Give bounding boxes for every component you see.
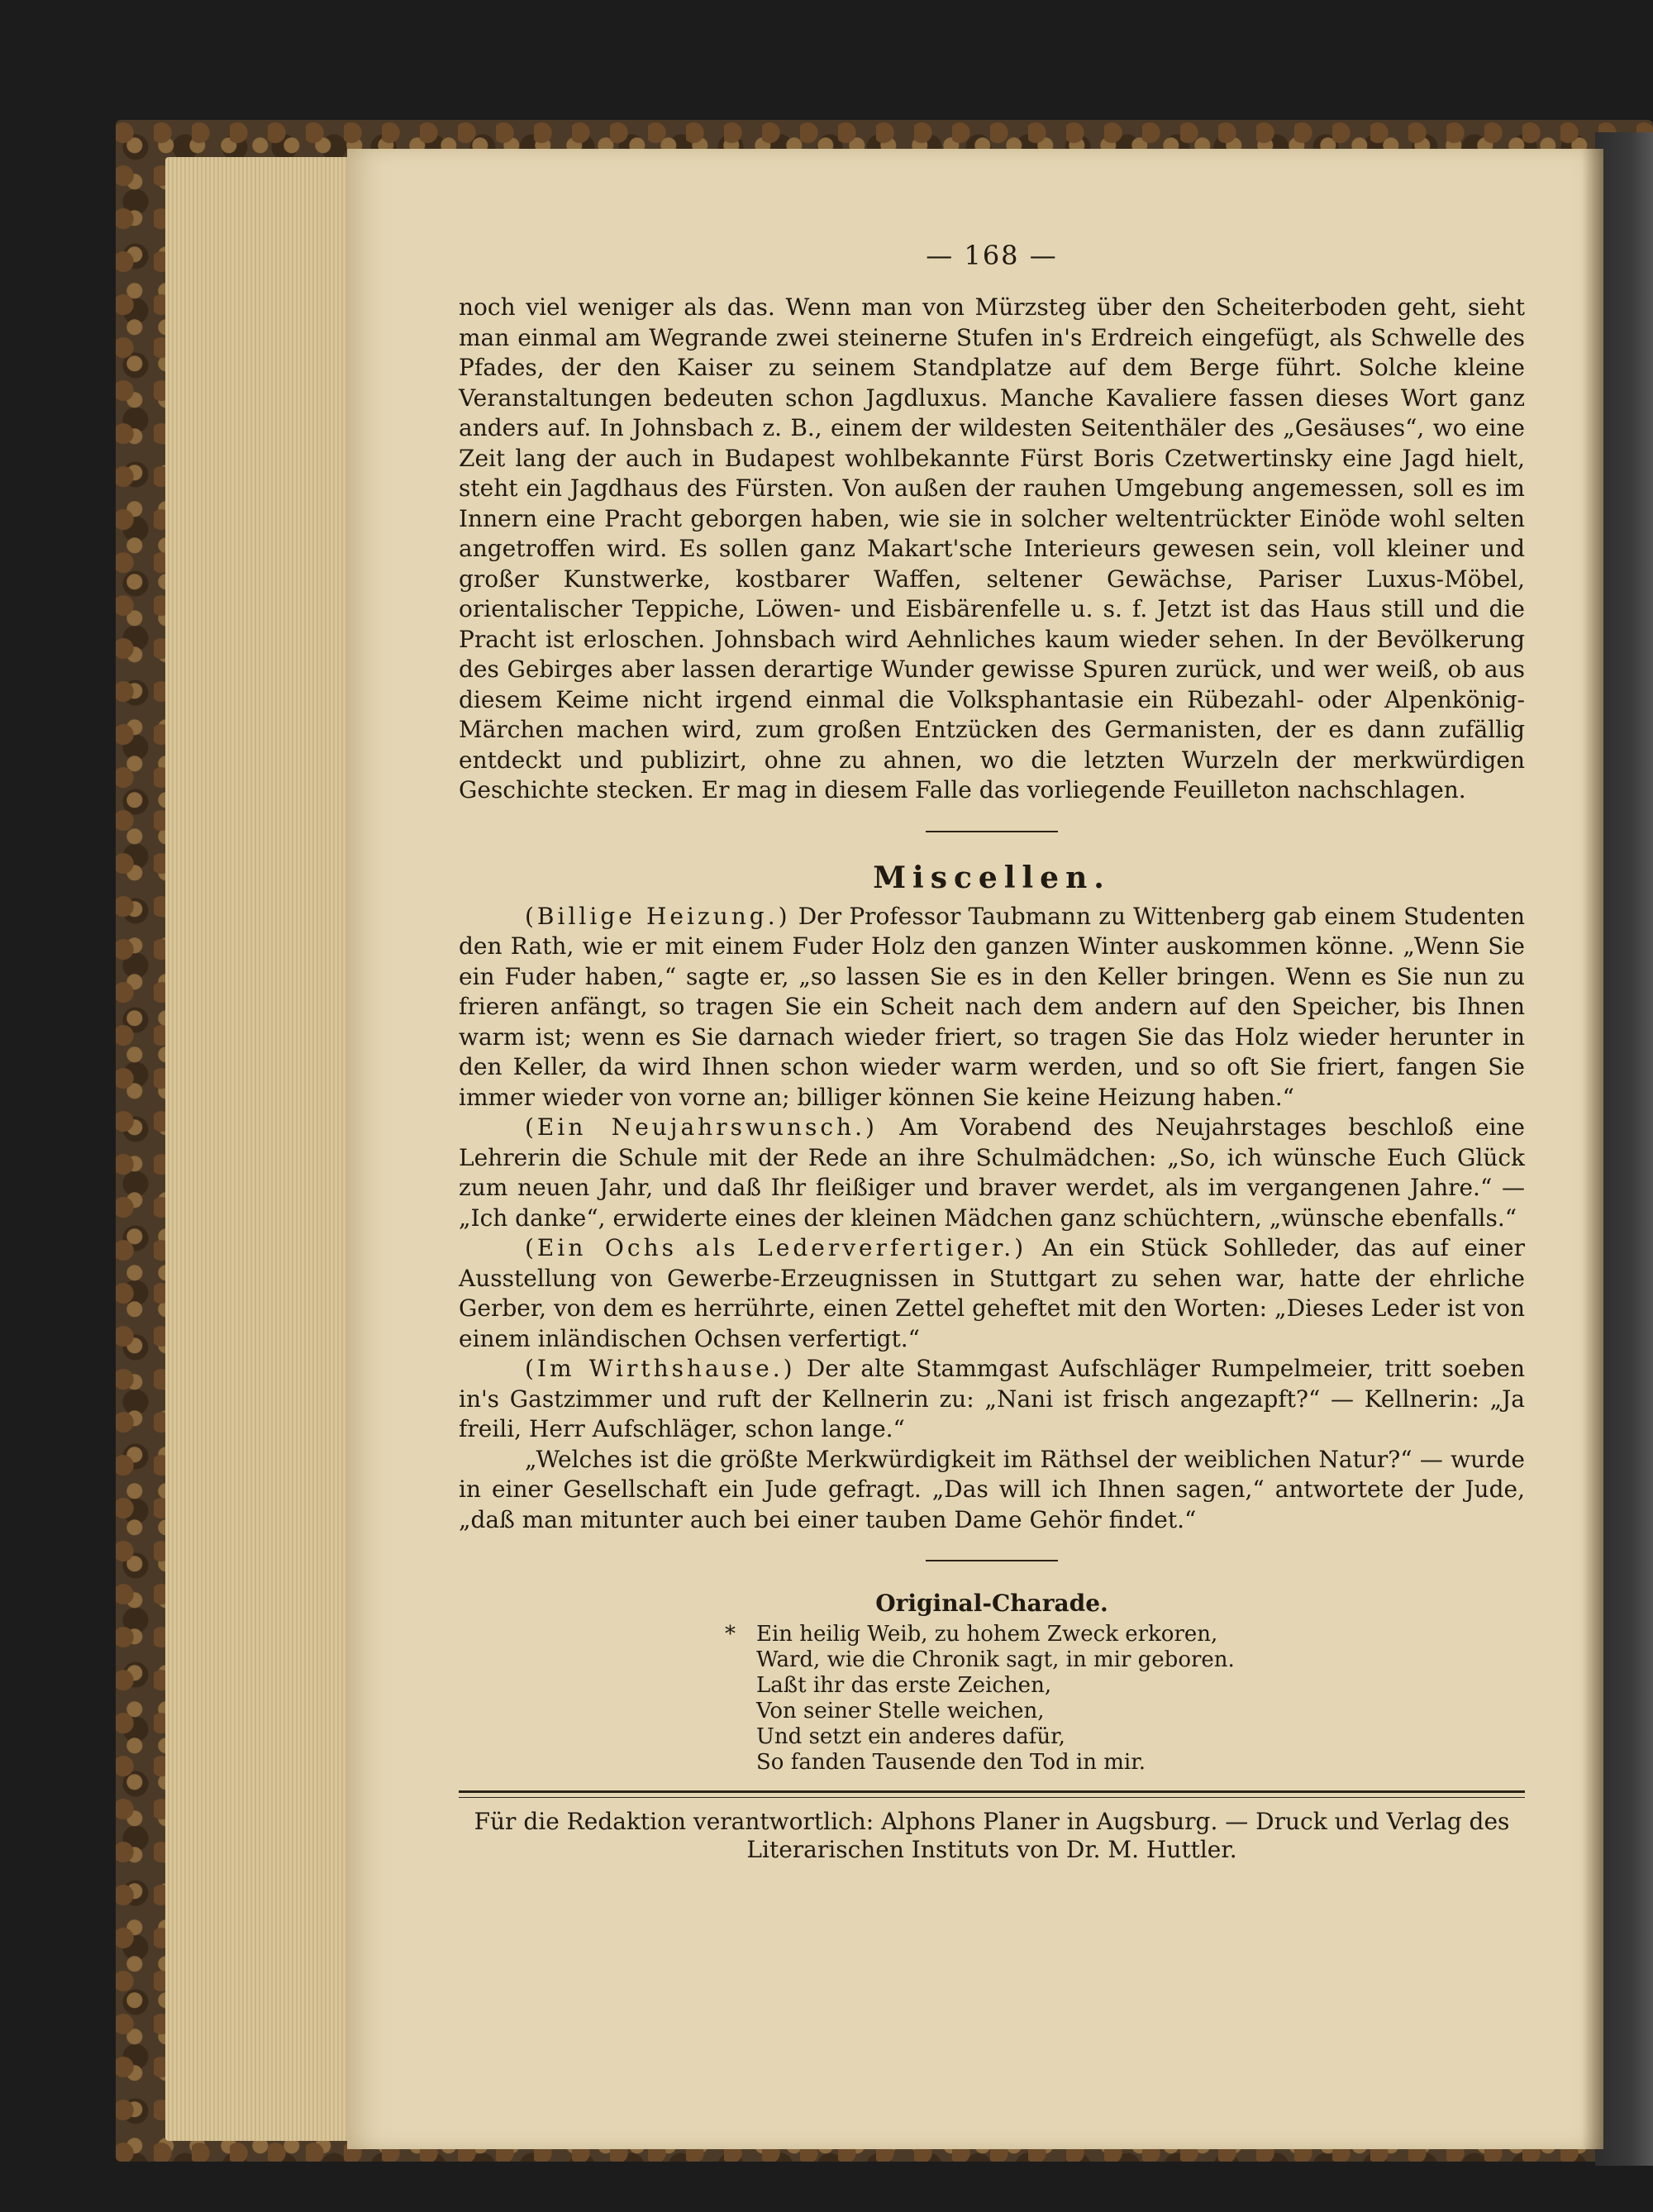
page-block-edge — [165, 157, 364, 2141]
charade-title: Original-Charade. — [875, 1590, 1108, 1617]
misc-item-heading: (Ein Ochs als Lederverfertiger.) — [525, 1234, 1027, 1261]
section-divider — [926, 831, 1058, 832]
poem-line: Laßt ihr das erste Zeichen, — [756, 1673, 1052, 1698]
misc-item-heading: (Ein Neujahrswunsch.) — [525, 1113, 878, 1141]
page-gutter — [1582, 149, 1603, 2149]
misc-item — [459, 1233, 1525, 1354]
misc-item-text: Der Professor Taubmann zu Wittenberg gab einem Studenten den Rath, wie er mit einem Fuder Holz den ganzen Winter auskommen könne. „Wenn Sie ein Fuder haben,“ sagte er, „so lassen Sie es in den Keller bringen. Wenn es Sie nun zu frieren anfängt, so tragen Sie ein Scheit nach dem andern auf den Speicher, bis Ihnen warm ist; wenn es Sie darnach wieder friert, so tragen Sie das Holz wieder herunter in den Keller, da wird Ihnen schon wieder warm werden, und so oft Sie friert, fangen Sie immer wieder von vorne an; billiger können Sie keine Heizung haben.“ — [459, 902, 1525, 1111]
poem-line: Ward, wie die Chronik sagt, in mir geboren. — [756, 1647, 1235, 1672]
misc-item — [459, 902, 1525, 1113]
footnote-marker: * — [725, 1622, 736, 1647]
imprint-line: Literarischen Instituts von Dr. M. Huttler. — [746, 1836, 1237, 1863]
page-number: — 168 — — [926, 240, 1058, 271]
misc-item-heading: (Billige Heizung.) — [525, 902, 791, 930]
section-title: Miscellen. — [873, 860, 1111, 895]
misc-item-text: „Welches ist die größte Merkwürdigkeit im Räthsel der weiblichen Natur?“ — wurde in einer Gesellschaft ein Jude gefragt. „Das will ich Ihnen sagen,“ antwortete der Jude, „daß man mitunter auch bei einer tauben Dame Gehör findet.“ — [459, 1445, 1525, 1533]
section-divider — [926, 1560, 1058, 1561]
misc-item — [459, 1354, 1525, 1445]
imprint-footer — [459, 1808, 1525, 1864]
next-page-edge — [1595, 132, 1653, 2166]
misc-item-text: An ein Stück Sohlleder, das auf einer Ausstellung von Gewerbe-Erzeugnissen in Stuttgart zu sehen war, hatte der ehrliche Gerber, von dem es herrührte, einen Zettel geheftet mit den Worten: „Dieses Leder ist von einem inländischen Ochsen verfertigt.“ — [459, 1234, 1526, 1352]
misc-item — [459, 1445, 1525, 1536]
poem-line: Ein heilig Weib, zu hohem Zweck erkoren, — [756, 1622, 1218, 1647]
misc-item-text: Der alte Stammgast Aufschläger Rumpelmeier, tritt soeben in's Gastzimmer und ruft der Kellnerin zu: „Nani ist frisch angezapft?“ — Kellnerin: „Ja freili, Herr Aufschläger, schon lange.“ — [459, 1355, 1525, 1442]
charade-poem — [725, 1622, 1252, 1776]
misc-item — [459, 1113, 1525, 1233]
intro-paragraph: noch viel weniger als das. Wenn man von Mürzsteg über den Scheiterboden geht, sieht man einmal am Wegrande zwei steinerne Stufen in's Erdreich eingefügt, als Schwelle des Pfades, der den Kaiser zu seinem Standplatze auf dem Berge führt. Solche kleine Veranstaltungen bedeuten schon Jagdluxus. Manche Kavaliere fassen dieses Wort ganz anders auf. In Johnsbach z. B., einem der wildesten Seitenthäler des „Gesäuses“, wo eine Zeit lang der auch in Budapest wohlbekannte Fürst Boris Czetwertinsky eine Jagd hielt, steht ein Jagdhaus des Fürsten. Von außen der rauhen Umgebung angemessen, soll es im Innern eine Pracht geborgen haben, wie sie in solcher weltentrückter Einöde wohl selten angetroffen wird. Es sollen ganz Makart'sche Interieurs gewesen sein, voll kleiner und großer Kunstwerke, kostbarer Waffen, seltener Gewächse, Pariser Luxus-Möbel, orientalischer Teppiche, Löwen- und Eisbärenfelle u. s. f. Jetzt ist das Haus still und die Pracht ist erloschen. Johnsbach wird Aehnliches kaum wieder sehen. In der Bevölkerung des Gebirges aber lassen derartige Wunder gewisse Spuren zurück, und wer weiß, ob aus diesem Keime nicht irgend einmal die Volksphantasie ein Rübezahl- oder Alpenkönig-Märchen machen wird, zum großen Entzücken des Germanisten, der es dann zufällig entdeckt und publizirt, ohne zu ahnen, wo die letzten Wurzeln der merkwürdigen Geschichte stecken. Er mag in diesem Falle das vorliegende Feuilleton nachschlagen. — [459, 293, 1525, 803]
poem-line: Von seiner Stelle weichen, — [756, 1699, 1045, 1723]
poem-line: Und setzt ein anderes dafür, — [756, 1724, 1065, 1749]
misc-item-heading: (Im Wirthshause.) — [525, 1355, 796, 1382]
imprint-line: Für die Redaktion verantwortlich: Alphons Planer in Augsburg. — Druck und Verlag des — [474, 1808, 1510, 1835]
misc-item-text: Am Vorabend des Neujahrstages beschloß eine Lehrerin die Schule mit der Rede an ihre Schulmädchen: „So, ich wünsche Euch Glück zum neuen Jahr, und daß Ihr fleißiger und braver werdet, als im vergangenen Jahre.“ — „Ich danke“, erwiderte eines der kleinen Mädchen ganz schüchtern, „wünsche ebenfalls.“ — [459, 1113, 1525, 1232]
page-content — [459, 240, 1525, 1864]
footer-rule — [459, 1790, 1525, 1798]
poem-line: So fanden Tausende den Tod in mir. — [756, 1750, 1146, 1775]
